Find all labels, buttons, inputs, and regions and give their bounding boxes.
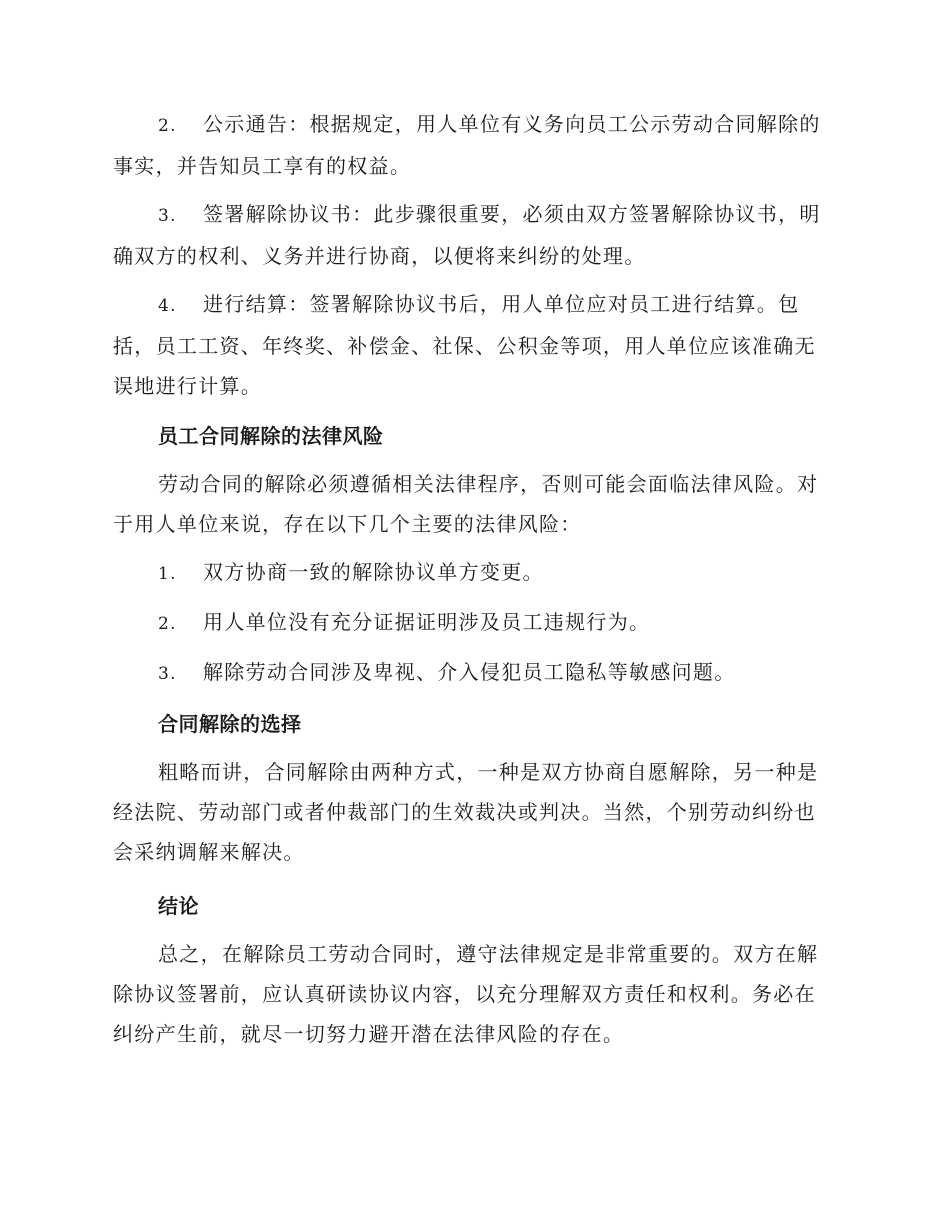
paragraph-choice: 粗略而讲，合同解除由两种方式，一种是双方协商自愿解除，另一种是经法院、劳动部门或者仲裁部门的生效裁决或判决。当然，个别劳动纠纷也会采纳调解来解决。 (113, 760, 819, 864)
list-number: 1. (158, 564, 177, 584)
list-text: 签署解除协议书：此步骤很重要，必须由双方签署解除协议书，明确双方的权利、义务并进行协商，以便将来纠纷的处理。 (113, 202, 821, 268)
list-text: 用人单位没有充分证据证明涉及员工违规行为。 (203, 610, 651, 634)
list-item (113, 284, 833, 406)
paragraph-conclusion: 总之，在解除员工劳动合同时，遵守法律规定是非常重要的。双方在解除协议签署前，应认真研读协议内容，以充分理解双方责任和权利。务必在纠纷产生前，就尽一切努力避开潜在法律风险的存在。 (113, 942, 819, 1046)
list-number: 2. (158, 614, 177, 634)
list-text: 公示通告：根据规定，用人单位有义务向员工公示劳动合同解除的事实，并告知员工享有的权益。 (113, 112, 821, 178)
list-number: 3. (158, 206, 177, 226)
list-item (113, 552, 833, 594)
list-number: 3. (158, 664, 177, 684)
paragraph-risk-intro: 劳动合同的解除必须遵循相关法律程序，否则可能会面临法律风险。对于用人单位来说，存在以下几个主要的法律风险： (113, 472, 819, 536)
list-number: 4. (158, 296, 177, 316)
section-heading-conclusion: 结论 (158, 894, 199, 918)
list-item (113, 104, 833, 186)
list-text: 解除劳动合同涉及卑视、介入侵犯员工隐私等敏感问题。 (203, 660, 736, 684)
list-text: 进行结算：签署解除协议书后，用人单位应对员工进行结算。包括，员工工资、年终奖、补偿金、社保、公积金等项，用人单位应该准确无误地进行计算。 (113, 292, 816, 398)
list-text: 双方协商一致的解除协议单方变更。 (203, 560, 544, 584)
document-page (113, 104, 833, 1054)
list-item (113, 602, 833, 644)
list-item (113, 194, 833, 276)
list-item (113, 652, 833, 694)
section-heading-choice: 合同解除的选择 (158, 712, 302, 736)
list-number: 2. (158, 116, 177, 136)
section-heading-risk: 员工合同解除的法律风险 (158, 424, 384, 448)
